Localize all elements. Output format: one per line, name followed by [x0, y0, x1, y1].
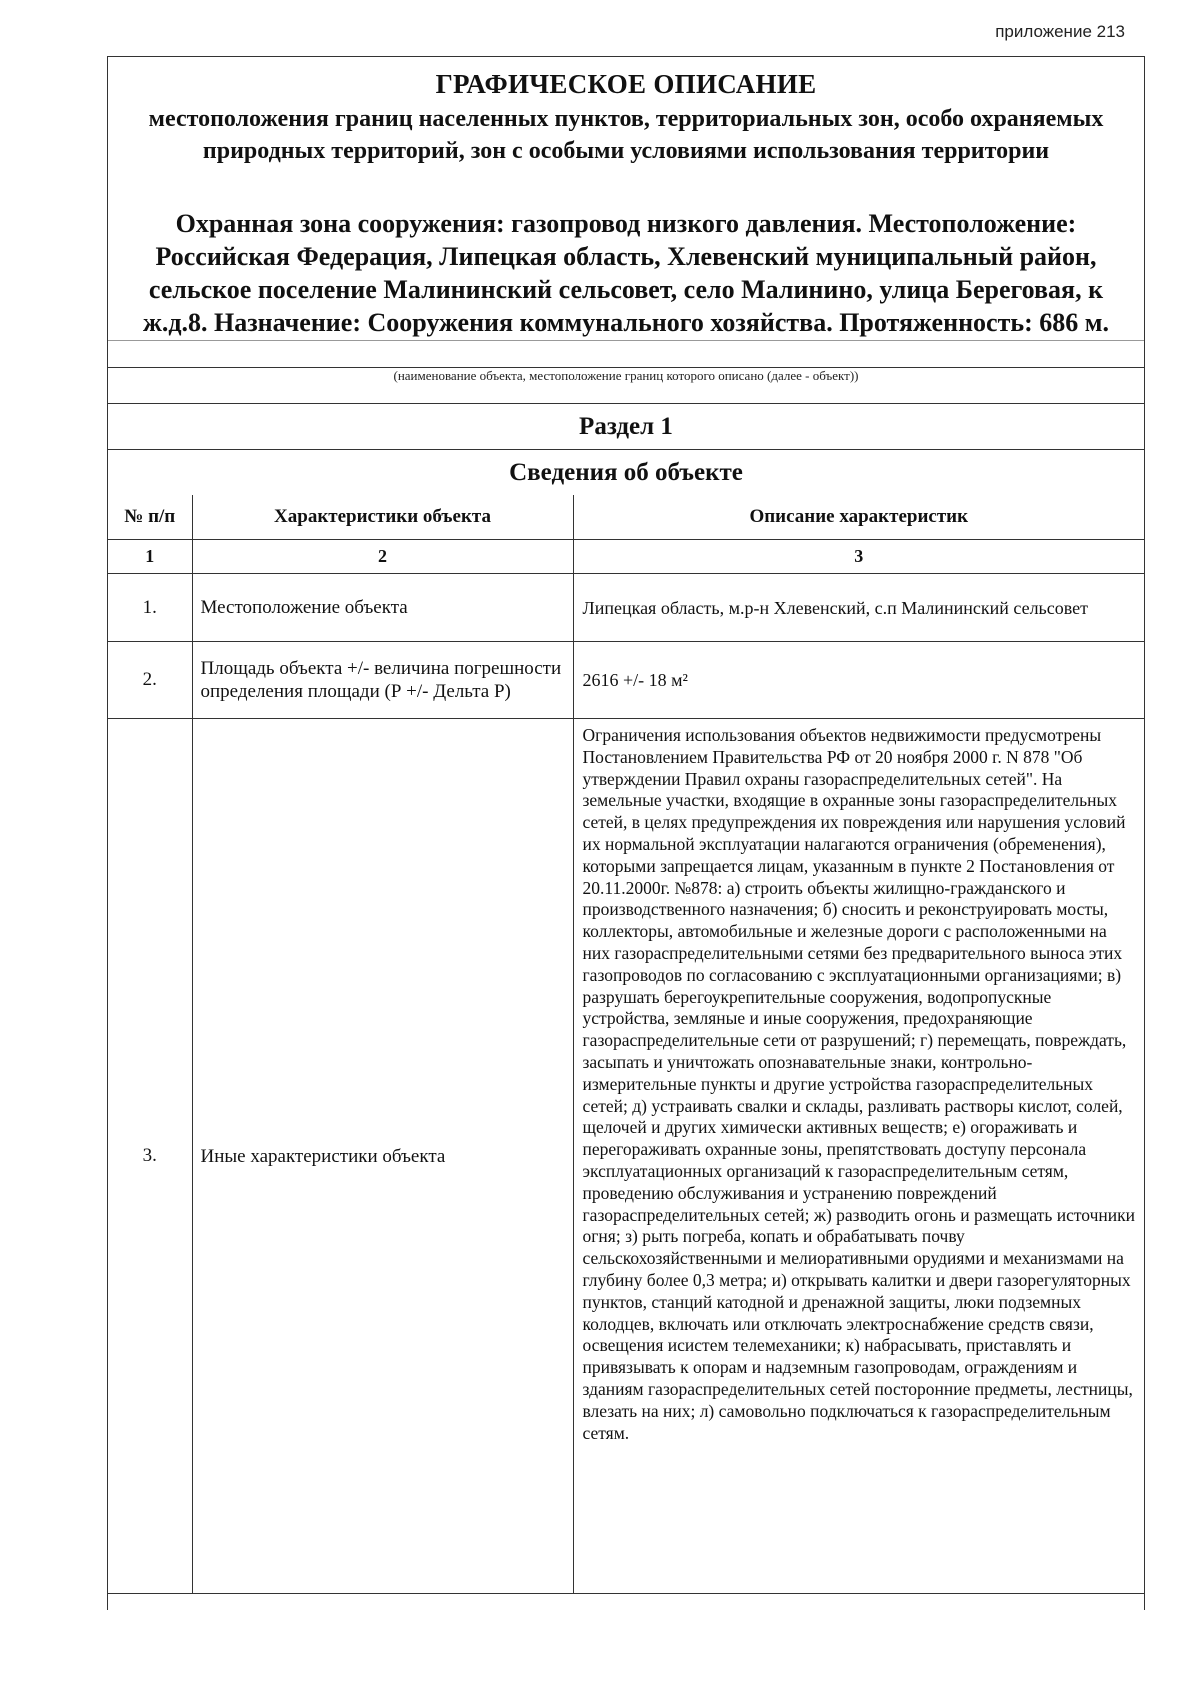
column-number: 2 — [192, 540, 573, 574]
column-header-num: № п/п — [108, 495, 192, 540]
row-number: 2. — [108, 642, 192, 719]
object-caption: (наименование объекта, местоположение границ которого описано (далее - объект)) — [393, 368, 859, 383]
row-characteristic: Местоположение объекта — [192, 574, 573, 642]
document-header — [108, 57, 1144, 367]
object-info-table — [108, 495, 1144, 1594]
document-title: ГРАФИЧЕСКОЕ ОПИСАНИЕ — [435, 69, 817, 99]
column-header-characteristic: Характеристики объекта — [192, 495, 573, 540]
column-number-row — [108, 540, 1144, 574]
row-characteristic: Площадь объекта +/- величина погрешности определения площади (Р +/- Дельта Р) — [192, 642, 573, 719]
section-subtitle: Сведения об объекте — [509, 459, 743, 486]
table-row — [108, 574, 1144, 642]
column-number: 3 — [573, 540, 1144, 574]
appendix-label: приложение 213 — [995, 22, 1125, 41]
document-sheet — [107, 56, 1145, 1610]
table-row — [108, 642, 1144, 719]
document-subtitle: местоположения границ населенных пунктов, территориальных зон, особо охраняемых природных территорий, зон с особыми условиями использования территории — [148, 106, 1104, 164]
divider — [108, 340, 1144, 341]
table-header-row — [108, 495, 1144, 540]
row-description: 2616 +/- 18 м² — [573, 642, 1144, 719]
column-header-description: Описание характеристик — [573, 495, 1144, 540]
section-title: Раздел 1 — [579, 413, 673, 440]
object-description: Охранная зона сооружения: газопровод низкого давления. Местоположение: Российская Федерация, Липецкая область, Хлевенский муниципальный район, сельское поселение Малининский сельсовет, село Малинино, улица Береговая, к ж.д.8. Назначение: Сооружения коммунального хозяйства. Протяженность: 686 м. — [143, 209, 1109, 337]
row-number: 3. — [108, 719, 192, 1594]
row-description: Липецкая область, м.р-н Хлевенский, с.п Малининский сельсовет — [573, 574, 1144, 642]
row-number: 1. — [108, 574, 192, 642]
column-number: 1 — [108, 540, 192, 574]
row-characteristic: Иные характеристики объекта — [192, 719, 573, 1594]
row-description: Ограничения использования объектов недвижимости предусмотрены Постановлением Правительства РФ от 20 ноября 2000 г. N 878 "Об утверждении Правил охраны газораспределительных сетей". На земельные участки, входящие в охранные зоны газораспределительных сетей, в целях предупреждения их повреждения или нарушения условий их нормальной эксплуатации налагаются ограничения (обременения), которыми запрещается лицам, указанным в пункте 2 Постановления от 20.11.2000г. №878: а) строить объекты жилищно-гражданского и производственного назначения; б) сносить и реконструировать мосты, коллекторы, автомобильные и железные дороги с расположенными на них газораспределительными сетями без предварительного выноса этих газопроводов по согласованию с эксплуатационными организациями; в) разрушать берегоукрепительные сооружения, водопропускные устройства, земляные и иные сооружения, предохраняющие газораспределительные сети от разрушений; г) перемещать, повреждать, засыпать и уничтожать опознавательные знаки, контрольно-измерительные пункты и другие устройства газораспределительных сетей; д) устраивать свалки и склады, разливать растворы кислот, солей, щелочей и других химически активных веществ; е) огораживать и перегораживать охранные зоны, препятствовать доступу персонала эксплуатационных организаций к газораспределительным сетям, проведению обслуживания и устранению повреждений газораспределительных сетей; ж) разводить огонь и размещать источники огня; з) рыть погреба, копать и обрабатывать почву сельскохозяйственными и мелиоративными орудиями и механизмами на глубину более 0,3 метра; и) открывать калитки и двери газорегуляторных пунктов, станций катодной и дренажной защиты, люки подземных колодцев, включать или отключать электроснабжение средств связи, освещения исистем телемеханики; к) набрасывать, приставлять и привязывать к опорам и надземным газопроводам, ограждениям и зданиям газораспределительных сетей посторонние предметы, лестницы, влезать на них; л) самовольно подключаться к газораспределительным сетям. — [573, 719, 1144, 1594]
table-row — [108, 719, 1144, 1594]
